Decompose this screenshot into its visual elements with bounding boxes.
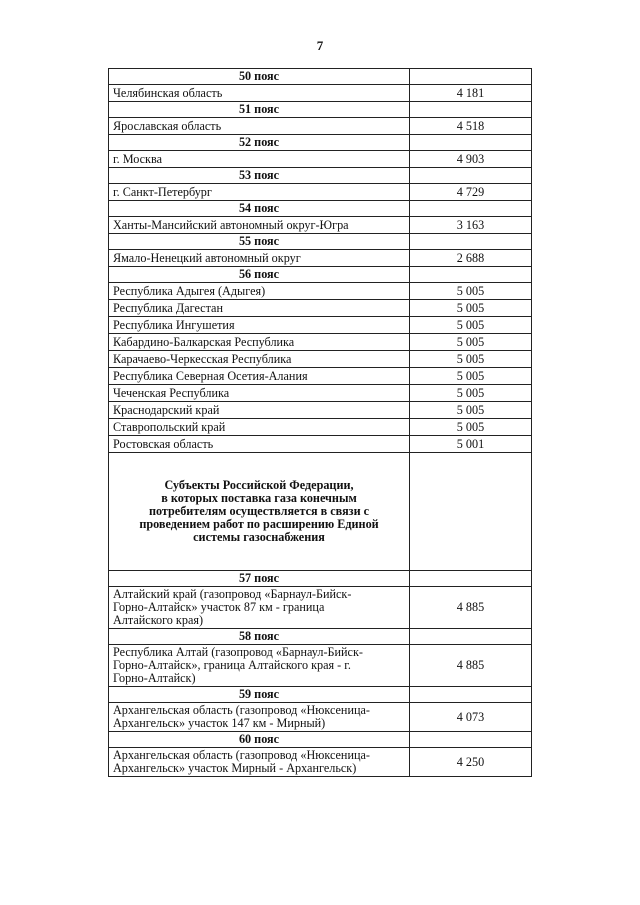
zone-value-cell <box>410 732 532 748</box>
region-row <box>109 300 532 317</box>
region-name <box>109 587 410 629</box>
region-row <box>109 250 532 267</box>
section-value-cell <box>410 453 532 571</box>
price-value: 4 885 <box>410 587 532 629</box>
region-row <box>109 385 532 402</box>
price-value: 5 001 <box>410 436 532 453</box>
zone-value-cell <box>410 168 532 184</box>
region-name <box>109 645 410 687</box>
region-name: Челябинская область <box>109 85 410 102</box>
zone-value-cell <box>410 201 532 217</box>
region-name: Чеченская Республика <box>109 385 410 402</box>
price-value: 4 518 <box>410 118 532 135</box>
region-name-line: Алтайский край (газопровод «Барнаул-Бийск- <box>113 587 352 601</box>
zone-header-row <box>109 168 532 184</box>
region-row <box>109 748 532 777</box>
region-row <box>109 217 532 234</box>
region-name <box>109 703 410 732</box>
zone-label: 57 пояс <box>109 571 410 587</box>
region-row <box>109 368 532 385</box>
region-name-line: Горно-Алтайск» участок 87 км - граница <box>113 600 325 614</box>
zone-label: 54 пояс <box>109 201 410 217</box>
region-name: г. Санкт-Петербург <box>109 184 410 201</box>
price-value: 4 885 <box>410 645 532 687</box>
zone-label: 51 пояс <box>109 102 410 118</box>
zone-label: 56 пояс <box>109 267 410 283</box>
section-title <box>109 453 410 571</box>
region-name-line: Архангельская область (газопровод «Нюксеница- <box>113 748 370 762</box>
region-name: Краснодарский край <box>109 402 410 419</box>
gas-price-zones-table <box>108 68 532 777</box>
zone-value-cell <box>410 687 532 703</box>
region-name-line: Республика Алтай (газопровод «Барнаул-Бийск- <box>113 645 363 659</box>
region-row <box>109 317 532 334</box>
zone-label: 58 пояс <box>109 629 410 645</box>
section-title-line: Субъекты Российской Федерации, <box>164 478 354 492</box>
price-value: 5 005 <box>410 300 532 317</box>
zone-value-cell <box>410 135 532 151</box>
price-value: 4 903 <box>410 151 532 168</box>
zone-value-cell <box>410 69 532 85</box>
region-row <box>109 402 532 419</box>
section-title-line: проведением работ по расширению Единой <box>139 517 379 531</box>
region-name: Республика Дагестан <box>109 300 410 317</box>
zone-header-row <box>109 687 532 703</box>
price-value: 4 073 <box>410 703 532 732</box>
price-value: 5 005 <box>410 283 532 300</box>
zone-header-row <box>109 571 532 587</box>
price-value: 5 005 <box>410 334 532 351</box>
zone-header-row <box>109 102 532 118</box>
region-name: Ханты-Мансийский автономный округ-Югра <box>109 217 410 234</box>
price-value: 5 005 <box>410 402 532 419</box>
section-header-row <box>109 453 532 571</box>
section-title-line: в которых поставка газа конечным <box>161 491 357 505</box>
region-name: Ямало-Ненецкий автономный округ <box>109 250 410 267</box>
region-row <box>109 334 532 351</box>
region-row <box>109 419 532 436</box>
region-row <box>109 587 532 629</box>
region-row <box>109 703 532 732</box>
price-value: 3 163 <box>410 217 532 234</box>
region-row <box>109 351 532 368</box>
region-name: Кабардино-Балкарская Республика <box>109 334 410 351</box>
page-number: 7 <box>316 38 324 53</box>
zone-label: 55 пояс <box>109 234 410 250</box>
region-row <box>109 85 532 102</box>
zone-value-cell <box>410 234 532 250</box>
section-title-line: системы газоснабжения <box>193 530 325 544</box>
zone-label: 60 пояс <box>109 732 410 748</box>
region-name: Республика Северная Осетия-Алания <box>109 368 410 385</box>
region-row <box>109 645 532 687</box>
region-name: Карачаево-Черкесская Республика <box>109 351 410 368</box>
region-row <box>109 436 532 453</box>
zone-header-row <box>109 732 532 748</box>
region-name: Республика Ингушетия <box>109 317 410 334</box>
region-name-line: Горно-Алтайск) <box>113 671 196 685</box>
region-row <box>109 151 532 168</box>
zone-value-cell <box>410 102 532 118</box>
region-name-line: Архангельская область (газопровод «Нюксеница- <box>113 703 370 717</box>
zone-label: 52 пояс <box>109 135 410 151</box>
region-name: Ростовская область <box>109 436 410 453</box>
price-value: 5 005 <box>410 317 532 334</box>
zone-value-cell <box>410 629 532 645</box>
price-value: 4 181 <box>410 85 532 102</box>
zone-header-row <box>109 234 532 250</box>
price-value: 5 005 <box>410 385 532 402</box>
region-name-line: Алтайского края) <box>113 613 204 627</box>
region-row <box>109 283 532 300</box>
zone-label: 59 пояс <box>109 687 410 703</box>
region-name <box>109 748 410 777</box>
region-name: г. Москва <box>109 151 410 168</box>
region-name: Республика Адыгея (Адыгея) <box>109 283 410 300</box>
region-row <box>109 118 532 135</box>
zone-header-row <box>109 69 532 85</box>
price-value: 5 005 <box>410 419 532 436</box>
table-body <box>109 69 532 777</box>
region-row <box>109 184 532 201</box>
zone-header-row <box>109 629 532 645</box>
zone-value-cell <box>410 571 532 587</box>
zone-value-cell <box>410 267 532 283</box>
price-value: 2 688 <box>410 250 532 267</box>
region-name: Ставропольский край <box>109 419 410 436</box>
zone-label: 50 пояс <box>109 69 410 85</box>
zone-header-row <box>109 201 532 217</box>
price-value: 4 250 <box>410 748 532 777</box>
price-value: 4 729 <box>410 184 532 201</box>
zone-header-row <box>109 267 532 283</box>
zone-label: 53 пояс <box>109 168 410 184</box>
region-name-line: Архангельск» участок Мирный - Архангельск) <box>113 761 357 775</box>
region-name-line: Горно-Алтайск», граница Алтайского края - г. <box>113 658 351 672</box>
region-name: Ярославская область <box>109 118 410 135</box>
zone-header-row <box>109 135 532 151</box>
region-name-line: Архангельск» участок 147 км - Мирный) <box>113 716 326 730</box>
price-value: 5 005 <box>410 368 532 385</box>
section-title-line: потребителям осуществляется в связи с <box>148 504 370 518</box>
price-value: 5 005 <box>410 351 532 368</box>
